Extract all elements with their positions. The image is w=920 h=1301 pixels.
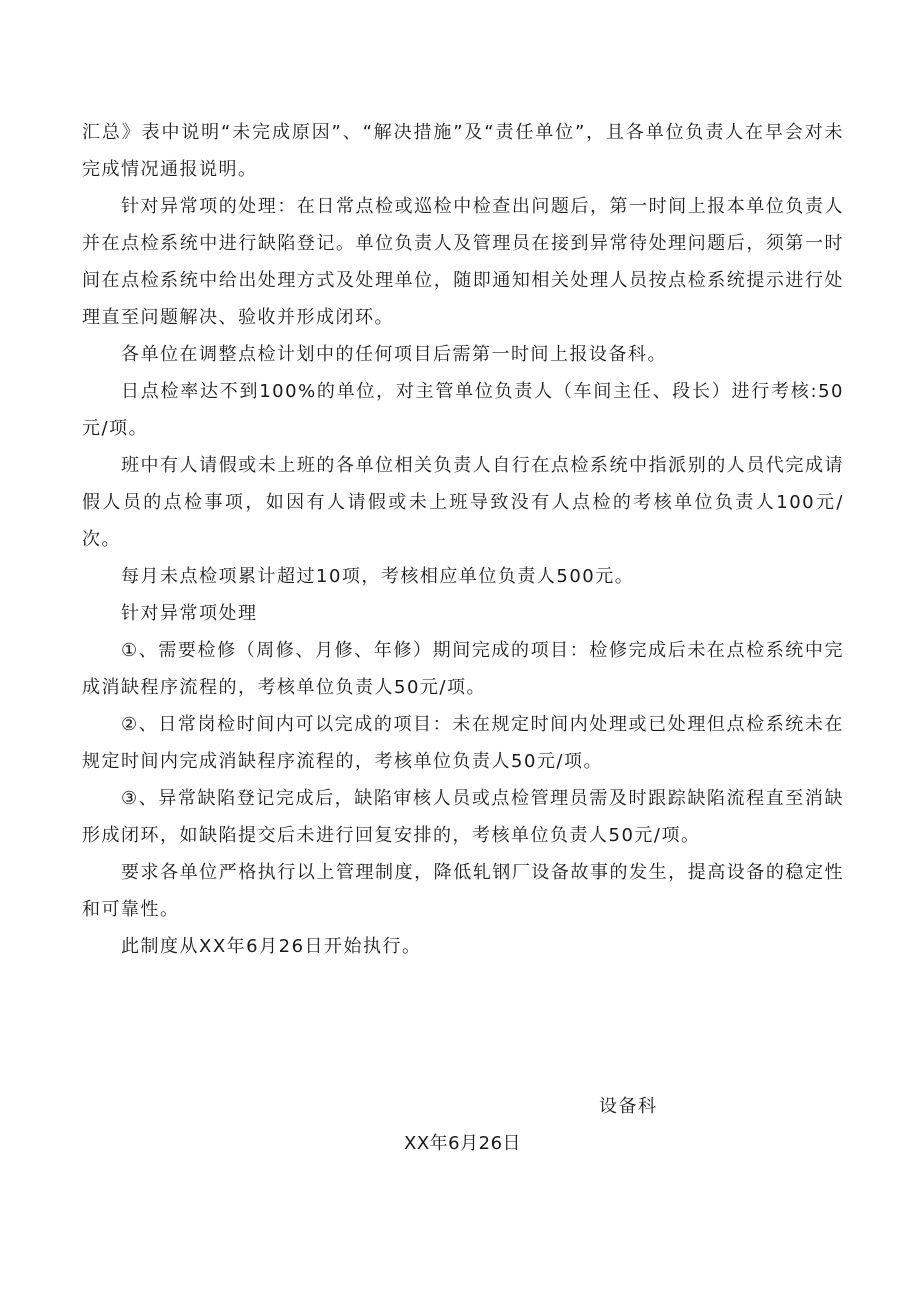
paragraph-continuation: 汇总》表中说明“未完成原因”、“解决措施”及“责任单位”，且各单位负责人在早会对未完成情况通报说明。 (82, 122, 844, 180)
paragraph-daily-inspection-rate: 日点检率达不到100%的单位，对主管单位负责人（车间主任、段长）进行考核:50元/项。 (82, 381, 844, 439)
paragraph-effective-date: 此制度从XX年6月26日开始执行。 (121, 936, 422, 957)
paragraph-item-3: ③、异常缺陷登记完成后，缺陷审核人员或点检管理员需及时跟踪缺陷流程直至消缺形成闭环，如缺陷提交后未进行回复安排的，考核单位负责人50元/项。 (82, 788, 844, 846)
document-body (82, 114, 844, 965)
paragraph-leave-substitute: 班中有人请假或未上班的各单位相关负责人自行在点检系统中指派别的人员代完成请假人员的点检事项，如因有人请假或未上班导致没有人点检的考核单位负责人100元/次。 (82, 455, 844, 550)
paragraph-abnormal-heading: 针对异常项处理 (121, 603, 258, 624)
paragraph-requirement: 要求各单位严格执行以上管理制度，降低轧钢厂设备故事的发生，提高设备的稳定性和可靠性。 (82, 862, 844, 920)
paragraph-item-1: ①、需要检修（周修、月修、年修）期间完成的项目：检修完成后未在点检系统中完成消缺程序流程的，考核单位负责人50元/项。 (82, 640, 844, 698)
signature-date: XX年6月26日 (404, 1133, 522, 1154)
paragraph-abnormal-handling: 针对异常项的处理：在日常点检或巡检中检查出问题后，第一时间上报本单位负责人并在点检系统中进行缺陷登记。单位负责人及管理员在接到异常待处理问题后，须第一时间在点检系统中给出处理方式及处理单位，随即通知相关处理人员按点检系统提示进行处理直至问题解决、验收并形成闭环。 (82, 196, 844, 328)
signature-department: 设备科 (599, 1096, 658, 1117)
paragraph-plan-adjustment: 各单位在调整点检计划中的任何项目后需第一时间上报设备科。 (121, 344, 667, 365)
paragraph-item-2: ②、日常岗检时间内可以完成的项目：未在规定时间内处理或已处理但点检系统未在规定时间内完成消缺程序流程的，考核单位负责人50元/项。 (82, 714, 844, 772)
paragraph-monthly-missed: 每月未点检项累计超过10项，考核相应单位负责人500元。 (121, 566, 635, 587)
